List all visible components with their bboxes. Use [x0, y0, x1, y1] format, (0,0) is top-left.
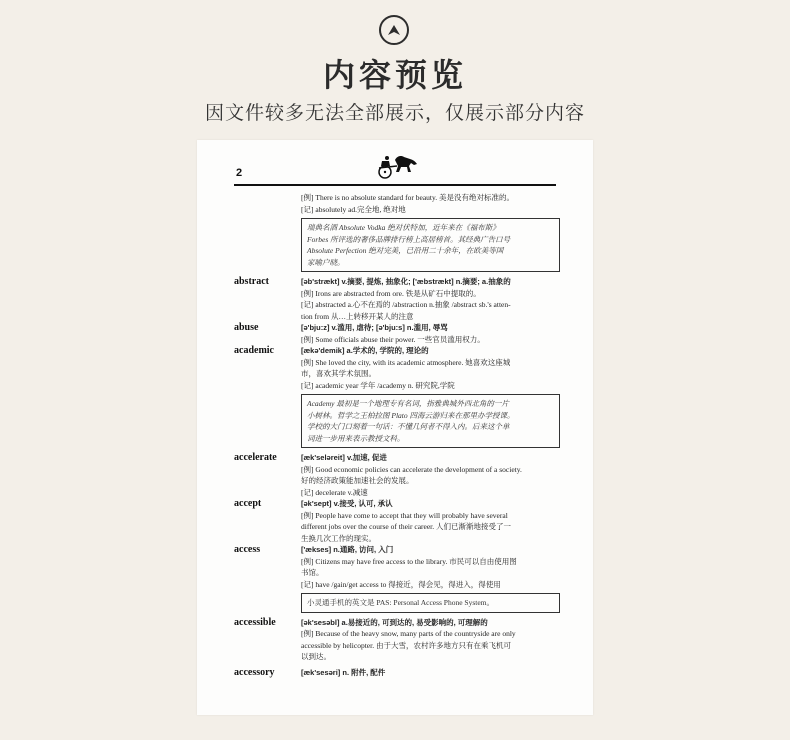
note-line: tion from 从…上转移开某人的注意 — [301, 311, 414, 321]
headword: abstract — [234, 276, 269, 287]
example-line: 市，喜欢其学术氛围。 — [301, 369, 376, 378]
entry-accept — [234, 498, 560, 544]
page-title: 内容预览 — [322, 56, 467, 94]
note-line: [记] academic year 学年 /academy n. 研究院,学院 — [301, 380, 455, 390]
example-line: 生换几次工作的现实。 — [301, 533, 376, 543]
note-box — [301, 218, 560, 272]
headword: accessory — [234, 666, 275, 678]
example-line: 以到达。 — [301, 652, 331, 661]
intro-entry — [234, 192, 560, 272]
pronunciation: [æk'sesəri] n. 附件, 配件 — [301, 667, 386, 677]
pronunciation: [ək'sept] v.接受, 认可, 承认 — [301, 499, 393, 508]
document-page — [197, 140, 593, 715]
page-number: 2 — [236, 167, 243, 179]
note-line: [记] absolutely ad.完全地, 绝对地 — [301, 204, 406, 214]
example-line: [例] Some officials abuse their power. 一些官员滥用权力。 — [301, 334, 485, 344]
headword: access — [234, 544, 261, 555]
note-box — [301, 593, 560, 613]
chevron-up-icon — [386, 22, 402, 38]
page-subtitle: 因文件较多无法全部展示，仅展示部分内容 — [204, 102, 585, 124]
note-line: [记] abstracted a.心不在焉的 /abstraction n.抽象 /abstract sb.'s atten- — [301, 300, 511, 309]
horse-cart-logo — [377, 152, 421, 180]
example-line: 书馆。 — [301, 568, 324, 577]
pronunciation: [ək'sesəbl] a.易接近的, 可到达的, 易受影响的, 可理解的 — [301, 617, 488, 627]
example-line: [例] There is no absolute standard for beauty. 美是没有绝对标准的。 — [301, 193, 515, 202]
example-line: [例] Citizens may have free access to the library. 市民可以自由使用图 — [301, 556, 517, 566]
example-line: [例] She loved the city, with its academic atmosphere. 她喜欢这座城 — [301, 357, 511, 367]
box-line: 学校的大门口刻着一句话：不懂几何者不得入内。后来这个单 — [307, 422, 510, 431]
box-line: Absolute Perfection 绝对完美，已沿用二十余年，在欧美等国 — [307, 246, 504, 255]
pronunciation: [ə'bju:z] v.滥用, 虐待; [ə'bju:s] n.滥用, 辱骂 — [301, 323, 448, 332]
entry-accessory — [234, 667, 560, 679]
headword: accelerate — [234, 452, 277, 463]
example-line: accessible by helicopter. 由于大雪，农村许多地方只有在乘飞机可 — [301, 640, 511, 650]
note-box — [301, 394, 560, 448]
entry-academic — [234, 345, 560, 448]
pronunciation: [æk'seləreit] v.加速, 促进 — [301, 453, 387, 462]
pronunciation: ['ækses] n.通路, 访问, 入门 — [301, 545, 394, 554]
entry-accelerate — [234, 452, 560, 498]
box-line: 瑞典名酒 Absolute Vodka 绝对伏特加，近年来在《福布斯》 — [307, 223, 500, 232]
box-line: 小树林。哲学之王柏拉图 Plato 四海云游归来在那里办学授课。 — [307, 410, 515, 420]
box-line: 家喻户晓。 — [307, 257, 345, 267]
example-line: [例] Irons are abstracted from ore. 铁是从矿石中提取的。 — [301, 288, 481, 298]
note-line: [记] decelerate v.减速 — [301, 487, 368, 497]
header-rule — [234, 184, 556, 186]
box-line: 词进一步用来表示教授文科。 — [307, 433, 405, 443]
entry-abstract — [234, 276, 560, 322]
entry-accessible — [234, 617, 560, 663]
dictionary-entries — [234, 192, 560, 678]
example-line: 好的经济政策能加速社会的发展。 — [301, 476, 414, 485]
entry-abuse — [234, 322, 560, 345]
note-line: [记] have /gain/get access to 得接近，得会见，得进入，得使用 — [301, 579, 501, 589]
box-line: Forbes 所评选的奢侈品牌排行榜上高居榜首。其经典广告口号 — [307, 234, 511, 244]
pronunciation: [əb'strækt] v.摘要, 提炼, 抽象化; ['æbstrækt] n.摘要; a.抽象的 — [301, 277, 511, 286]
headword: abuse — [234, 322, 259, 333]
box-line: 小灵通手机的英文是 PAS: Personal Access Phone System。 — [307, 598, 495, 607]
example-line: [例] Because of the heavy snow, many parts of the countryside are only — [301, 629, 516, 638]
headword: accessible — [234, 616, 276, 628]
pronunciation: [ækə'demik] a.学术的, 学院的, 理论的 — [301, 346, 429, 355]
example-line: [例] People have come to accept that they will probably have several — [301, 510, 508, 520]
box-line: Academy 最初是一个地理专有名词，指雅典城外西北角的一片 — [307, 399, 509, 408]
headword: accept — [234, 498, 262, 509]
entry-access — [234, 544, 560, 613]
chevron-up-circle-icon — [379, 15, 409, 45]
example-line: [例] Good economic policies can accelerate the development of a society. — [301, 464, 522, 474]
example-line: different jobs over the course of their career. 人们已渐渐地接受了一 — [301, 522, 512, 531]
headword: academic — [234, 345, 274, 356]
